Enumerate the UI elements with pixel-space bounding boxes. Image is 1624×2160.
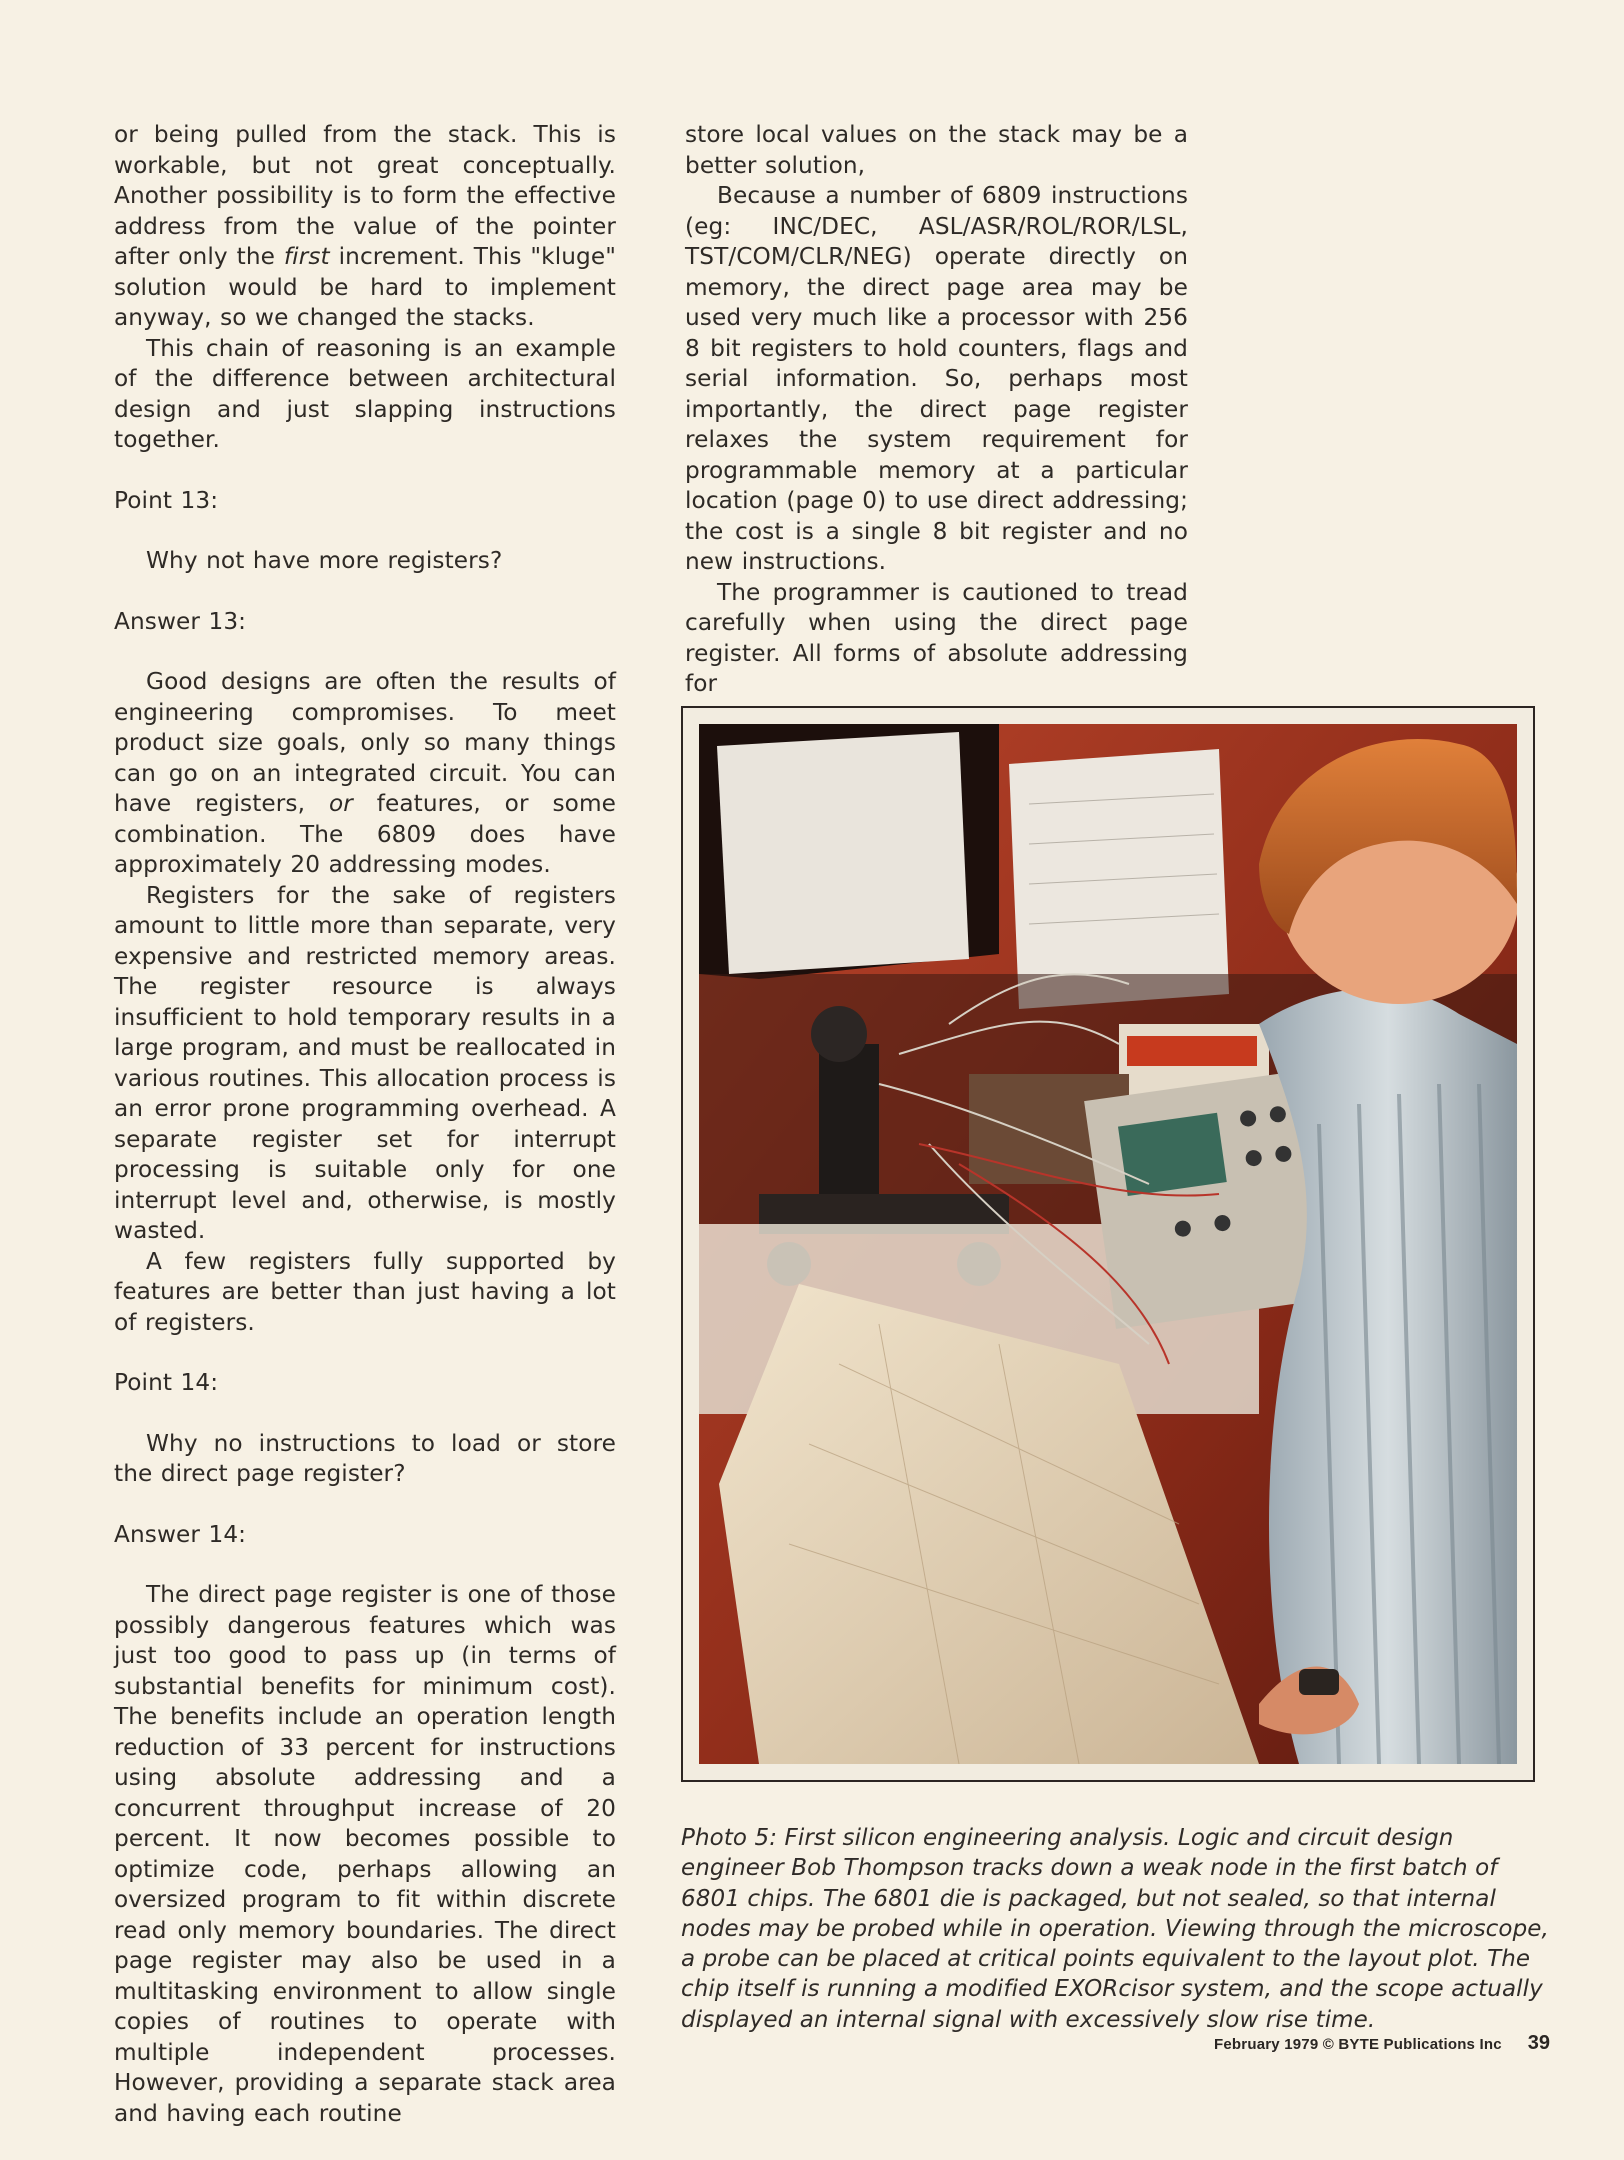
emphasis: first — [283, 243, 330, 270]
paragraph: The programmer is cautioned to tread carefully when using the direct page register. All forms of absolute addressing for — [685, 578, 1188, 697]
paragraph: store local values on the stack may be a better solution, — [685, 121, 1188, 179]
printer-stripe — [1127, 1036, 1257, 1066]
text-run: or being pulled from the stack. This is workable, but not great conceptually. Another possibility is to form the effective address from the value of the pointer after only the — [114, 121, 616, 270]
paragraph: A few registers fully supported by features are better than just having a lot of registers. — [114, 1247, 616, 1336]
text-run: Good designs are often the results of engineering compromises. To meet product size goals, only so many things can go on an integrated circuit. You can have registers, — [114, 668, 616, 817]
footer-copyright: February 1979 © BYTE Publications Inc — [1214, 2036, 1502, 2053]
point-13-heading: Point 13: — [114, 486, 219, 514]
point-13-question: Why not have more registers? — [146, 547, 503, 574]
left-column — [114, 120, 616, 2129]
photo-frame — [681, 706, 1535, 1782]
answer-13-heading: Answer 13: — [114, 607, 247, 635]
text-run: increment. This "kluge" solution would be hard to implement anyway, so we changed the stacks. — [114, 243, 616, 331]
paragraph: Registers for the sake of registers amount to little more than separate, very expensive and restricted memory areas. The register resource is always insufficient to hold temporary results in a large program, and must be reallocated in various routines. This allocation process is an error prone programming overhead. A separate register set for interrupt processing is suitable only for one interrupt level and, otherwise, is mostly wasted. — [114, 881, 616, 1244]
point-14-heading: Point 14: — [114, 1369, 219, 1396]
paragraph — [114, 120, 616, 334]
paragraph: The direct page register is one of those possibly dangerous features which was just too good to pass up (in terms of substantial benefits for minimum cost). The benefits include an operation length reduction of 33 percent for instructions using absolute addressing and a concurrent throughput increase of 20 percent. It now becomes possible to optimize code, perhaps allowing an oversized program to fit within discrete read only memory boundaries. The direct page register may also be used in a multitasking environment to allow single copies of routines to operate with multiple independent processes. However, providing a separate stack area and having each routine — [114, 1581, 616, 2127]
paragraph — [114, 667, 616, 881]
page-number: 39 — [1527, 2032, 1550, 2054]
answer-14-heading: Answer 14: — [114, 1520, 247, 1548]
lab-photo — [699, 724, 1517, 1764]
right-column — [685, 120, 1188, 700]
page-footer — [1214, 2032, 1550, 2055]
photo-caption: Photo 5: First silicon engineering analysis. Logic and circuit design engineer Bob Thompson tracks down a weak node in the first batch of 6801 chips. The 6801 die is packaged, but not sealed, so that internal nodes may be probed while in operation. Viewing through the microscope, a probe can be placed at critical points equivalent to the layout plot. The chip itself is running a modified EXORcisor system, and the scope actually displayed an internal signal with excessively slow rise time. — [681, 1825, 1549, 2033]
text-run: features, or some combination. The 6809 does have approximately 20 addressing modes. — [114, 790, 617, 878]
point-14-question: Why no instructions to load or store the direct page register? — [114, 1429, 616, 1487]
emphasis: or — [328, 790, 353, 817]
paragraph: Because a number of 6809 instructions (eg: INC/DEC, ASL/ASR/ROL/ROR/LSL, TST/COM/CLR/NEG) operate directly on memory, the direct page area may be used very much like a processor with 256 8 bit registers to hold counters, flags and serial information. So, perhaps most importantly, the direct page register relaxes the system requirement for programmable memory at a particular location (page 0) to use direct addressing; the cost is a single 8 bit register and no new instructions. — [685, 182, 1188, 575]
paragraph: This chain of reasoning is an example of the difference between architectural design and just slapping instructions together. — [114, 334, 616, 453]
paper-chart-left — [717, 732, 969, 974]
